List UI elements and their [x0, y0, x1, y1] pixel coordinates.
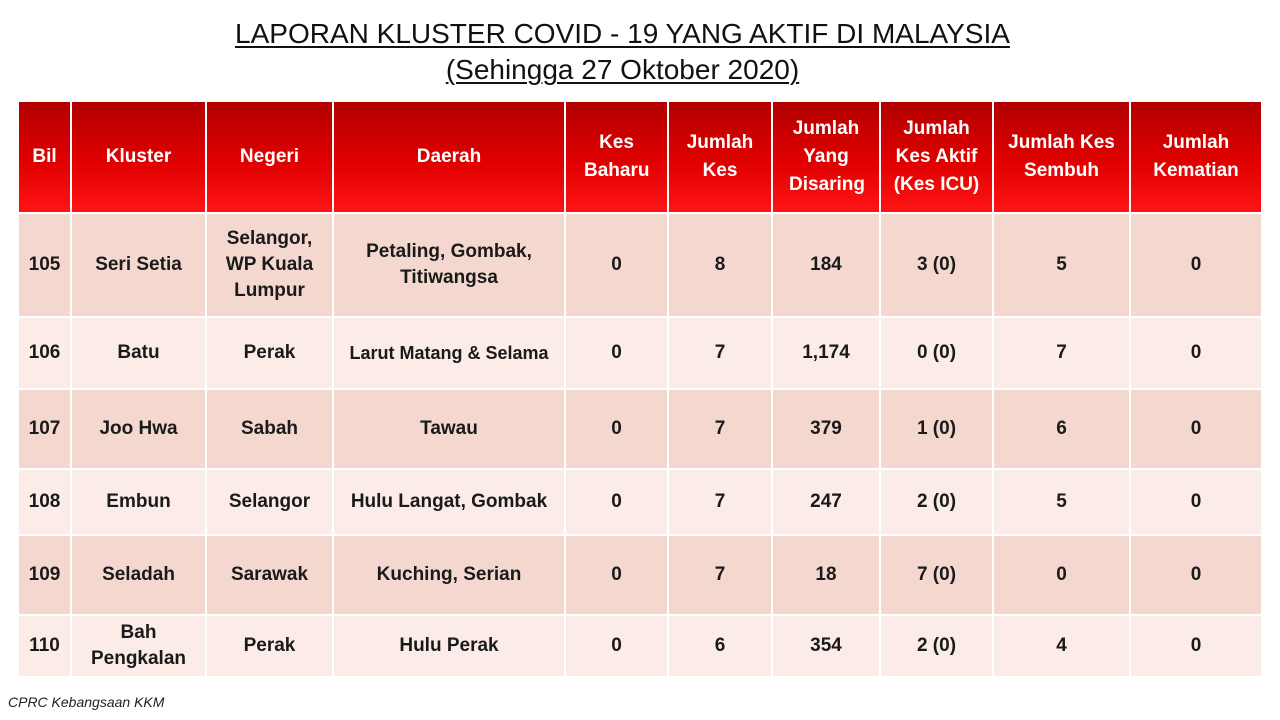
table-row	[18, 317, 1262, 389]
cell-bil: 109	[18, 535, 71, 615]
cell-kes-baharu: 0	[565, 389, 668, 469]
cell-kes-aktif: 7 (0)	[880, 535, 993, 615]
cell-disaring: 184	[772, 213, 880, 317]
cell-bil: 107	[18, 389, 71, 469]
cell-bil: 106	[18, 317, 71, 389]
header-kes-sembuh: Jumlah Kes Sembuh	[993, 101, 1130, 213]
table-row	[18, 389, 1262, 469]
cell-negeri: Perak	[206, 615, 333, 677]
cell-disaring: 247	[772, 469, 880, 535]
header-kes-aktif: Jumlah Kes Aktif (Kes ICU)	[880, 101, 993, 213]
cell-sembuh: 7	[993, 317, 1130, 389]
header-negeri: Negeri	[206, 101, 333, 213]
report-subtitle-date: (Sehingga 27 Oktober 2020)	[445, 54, 800, 85]
cell-daerah: Tawau	[333, 389, 565, 469]
cell-kematian: 0	[1130, 535, 1262, 615]
cell-daerah: Hulu Perak	[333, 615, 565, 677]
cell-kes-baharu: 0	[565, 535, 668, 615]
cell-sembuh: 5	[993, 469, 1130, 535]
cell-kluster: Seri Setia	[71, 213, 206, 317]
table-row	[18, 535, 1262, 615]
header-daerah: Daerah	[333, 101, 565, 213]
cell-disaring: 379	[772, 389, 880, 469]
cell-sembuh: 0	[993, 535, 1130, 615]
cell-negeri: Selangor	[206, 469, 333, 535]
cell-jumlah-kes: 8	[668, 213, 772, 317]
cell-kes-baharu: 0	[565, 317, 668, 389]
table-row	[18, 615, 1262, 677]
cell-kes-aktif: 0 (0)	[880, 317, 993, 389]
cell-sembuh: 5	[993, 213, 1130, 317]
cell-kematian: 0	[1130, 317, 1262, 389]
source-footer: CPRC Kebangsaan KKM	[8, 694, 165, 710]
cell-kes-aktif: 2 (0)	[880, 469, 993, 535]
cell-kes-aktif: 3 (0)	[880, 213, 993, 317]
table-row	[18, 213, 1262, 317]
table-header-row	[18, 101, 1262, 213]
header-bil: Bil	[18, 101, 71, 213]
cell-kluster: Seladah	[71, 535, 206, 615]
cell-jumlah-kes: 7	[668, 317, 772, 389]
cell-jumlah-kes: 6	[668, 615, 772, 677]
cell-kes-aktif: 2 (0)	[880, 615, 993, 677]
cell-kematian: 0	[1130, 615, 1262, 677]
cell-disaring: 1,174	[772, 317, 880, 389]
cell-disaring: 18	[772, 535, 880, 615]
header-kematian: Jumlah Kematian	[1130, 101, 1262, 213]
cell-kes-aktif: 1 (0)	[880, 389, 993, 469]
cell-negeri: Perak	[206, 317, 333, 389]
cell-bil: 110	[18, 615, 71, 677]
cell-kluster: Embun	[71, 469, 206, 535]
cluster-table	[17, 100, 1263, 678]
header-jumlah-kes: Jumlah Kes	[668, 101, 772, 213]
cell-jumlah-kes: 7	[668, 469, 772, 535]
cell-disaring: 354	[772, 615, 880, 677]
cell-daerah: Hulu Langat, Gombak	[333, 469, 565, 535]
cell-kes-baharu: 0	[565, 213, 668, 317]
cell-negeri: Sarawak	[206, 535, 333, 615]
cell-sembuh: 6	[993, 389, 1130, 469]
cell-kematian: 0	[1130, 213, 1262, 317]
cell-jumlah-kes: 7	[668, 389, 772, 469]
cell-kes-baharu: 0	[565, 469, 668, 535]
cell-kluster: Joo Hwa	[71, 389, 206, 469]
header-kes-baharu: Kes Baharu	[565, 101, 668, 213]
cell-bil: 105	[18, 213, 71, 317]
report-title: LAPORAN KLUSTER COVID - 19 YANG AKTIF DI MALAYSIA	[235, 18, 1010, 49]
cell-kluster: Bah Pengkalan	[71, 615, 206, 677]
table-row	[18, 469, 1262, 535]
cell-sembuh: 4	[993, 615, 1130, 677]
cell-bil: 108	[18, 469, 71, 535]
cell-kematian: 0	[1130, 389, 1262, 469]
cell-kluster: Batu	[71, 317, 206, 389]
header-kluster: Kluster	[71, 101, 206, 213]
cell-negeri: Sabah	[206, 389, 333, 469]
cell-daerah: Petaling, Gombak, Titiwangsa	[333, 213, 565, 317]
cell-kematian: 0	[1130, 469, 1262, 535]
cell-daerah: Kuching, Serian	[333, 535, 565, 615]
cell-kes-baharu: 0	[565, 615, 668, 677]
header-jumlah-disaring: Jumlah Yang Disaring	[772, 101, 880, 213]
cell-negeri: Selangor, WP Kuala Lumpur	[206, 213, 333, 317]
cell-jumlah-kes: 7	[668, 535, 772, 615]
cell-daerah: Larut Matang & Selama	[333, 317, 565, 389]
